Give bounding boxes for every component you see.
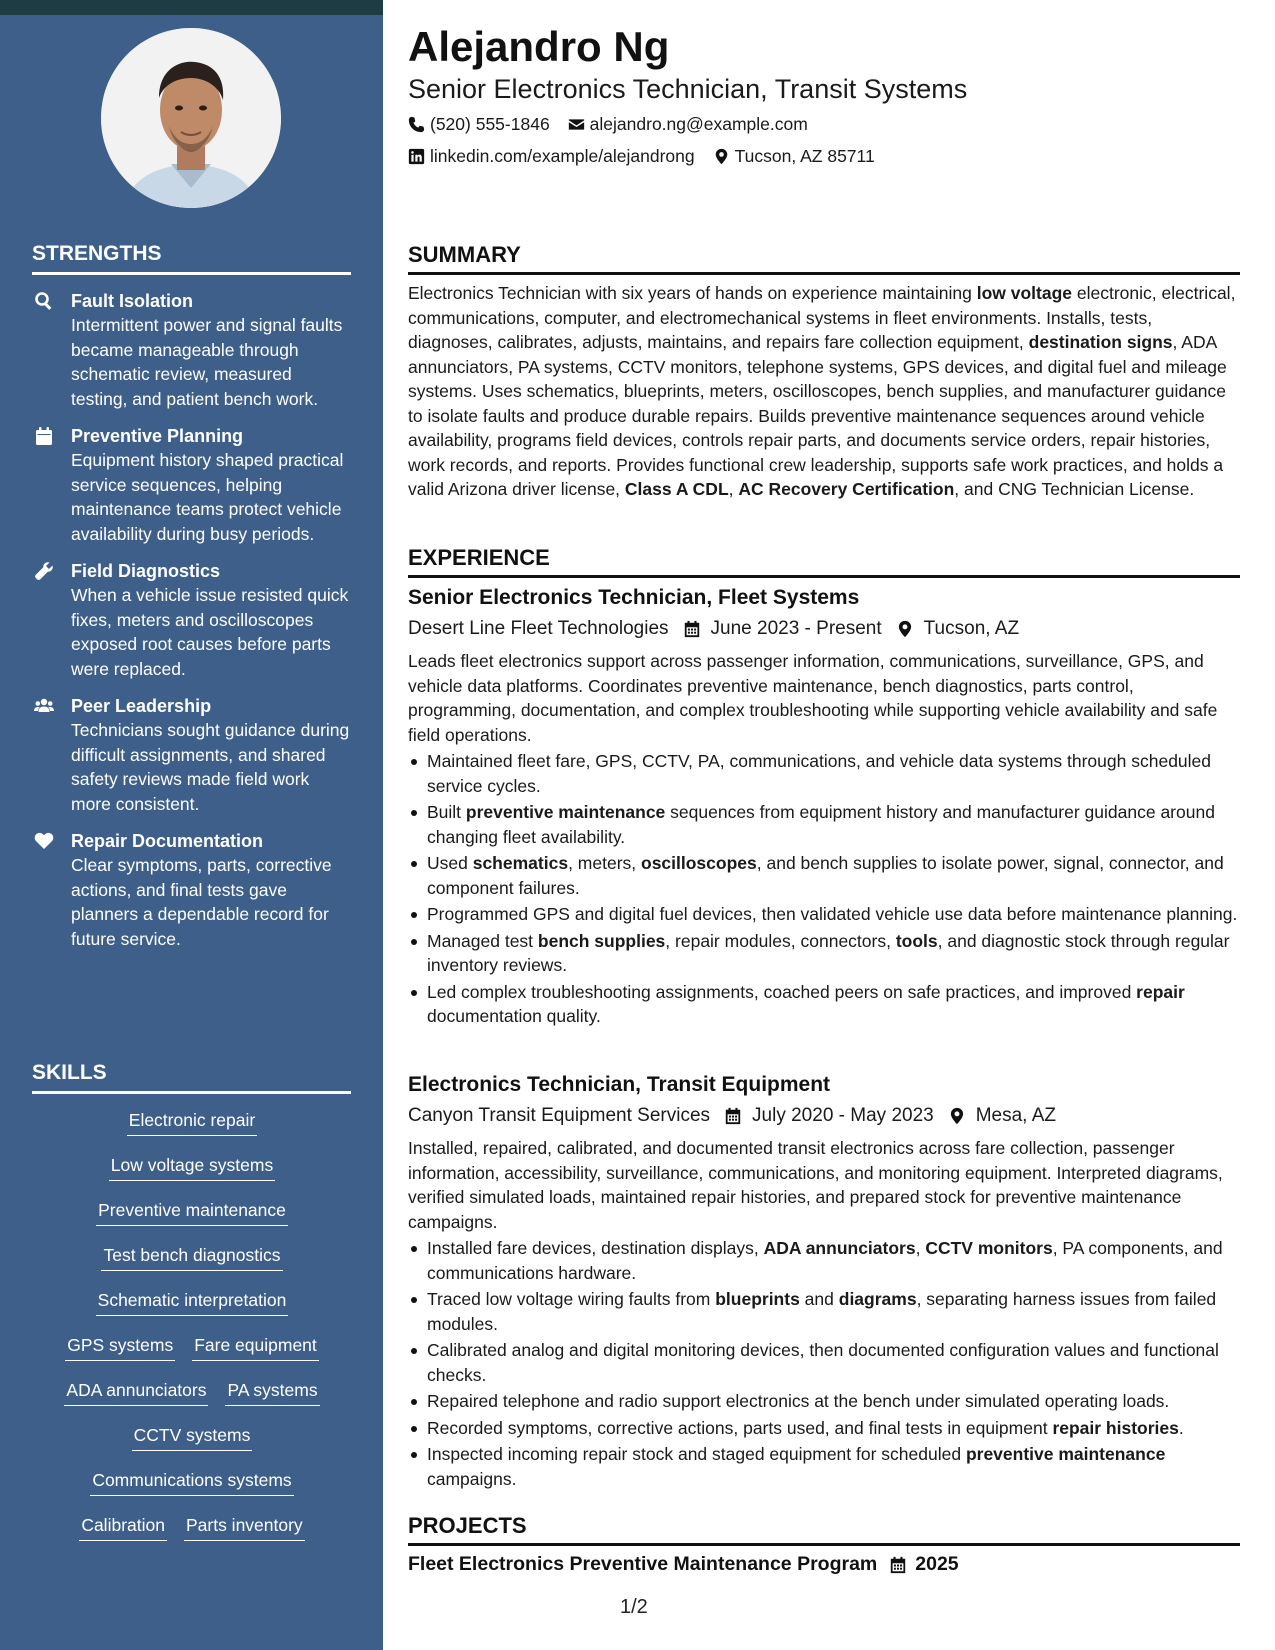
experience-entry [408, 584, 1240, 1031]
bullet-emphasis: oscilloscopes [641, 853, 757, 873]
job-bullets [408, 1236, 1240, 1491]
skill-tag: PA systems [225, 1378, 319, 1406]
job-bullet [408, 749, 1240, 798]
bullet-text: Recorded symptoms, corrective actions, parts used, and final tests in equipment [427, 1417, 1053, 1438]
page-number: 1/2 [620, 1596, 648, 1618]
job-bullet [408, 929, 1240, 978]
strength-item [32, 424, 352, 546]
skill-tag: Parts inventory [184, 1513, 305, 1541]
strengths-list [32, 289, 352, 964]
bullet-text: , separating harness issues from failed modules. [427, 1289, 1217, 1334]
skill-tag: Fare equipment [192, 1333, 319, 1361]
strength-text: Technicians sought guidance during difficult assignments, and shared safety reviews made field work more consistent. [71, 720, 350, 814]
job-meta [408, 1102, 1240, 1130]
bullet-text: . [1178, 1417, 1184, 1438]
phone-text: (520) 555-1846 [430, 114, 550, 134]
bullet-text: , repair modules, connectors, [665, 930, 896, 951]
bullet-text: Programmed GPS and digital fuel devices, then validated vehicle use data before maintenance planning. [427, 904, 1238, 924]
job-title: Senior Electronics Technician, Fleet Systems [408, 586, 860, 609]
skills-row [32, 1468, 352, 1513]
candidate-title: Senior Electronics Technician, Transit Systems [408, 74, 968, 104]
job-location: Mesa, AZ [975, 1105, 1056, 1126]
skills-row [32, 1153, 352, 1198]
linkedin-icon [408, 148, 425, 165]
job-bullet [408, 1338, 1240, 1387]
map-pin-icon [896, 620, 914, 638]
bullet-emphasis: blueprints [715, 1289, 800, 1309]
summary-segment: Electronics Technician with six years of hands on experience maintaining [408, 283, 977, 303]
strength-title: Peer Leadership [71, 696, 212, 716]
bullet-text: Built [427, 802, 466, 822]
bullet-emphasis: repair histories [1052, 1417, 1179, 1438]
location-text: Tucson, AZ 85711 [734, 146, 875, 166]
strength-title: Repair Documentation [71, 831, 264, 851]
bullet-text: Managed test [427, 930, 538, 951]
job-bullet [408, 800, 1240, 849]
bullet-text: , meters, [568, 853, 641, 873]
bullet-text: Calibrated analog and digital monitoring devices, then documented configuration values and functional checks. [427, 1340, 1219, 1385]
bullet-emphasis: bench supplies [537, 930, 666, 951]
contact-line [408, 146, 875, 167]
summary-text [408, 281, 1240, 502]
skill-tag: Test bench diagnostics [101, 1243, 282, 1271]
job-meta [408, 615, 1240, 643]
contact-line [408, 114, 808, 135]
bullet-text: , PA components, and communications hardware. [427, 1238, 1223, 1283]
bullet-text: Installed fare devices, destination displays, [427, 1238, 764, 1258]
skill-tag: Low voltage systems [109, 1153, 275, 1181]
wrench-icon [34, 561, 54, 581]
strength-item [32, 694, 352, 816]
job-bullet [408, 902, 1240, 927]
experience-entry [408, 1071, 1240, 1493]
job-dates: June 2023 - Present [710, 618, 882, 639]
bullet-text: sequences from equipment history and manufacturer guidance around changing fleet availability. [427, 802, 1215, 847]
summary-heading: SUMMARY [408, 242, 1240, 275]
strength-text: Intermittent power and signal faults became manageable through schematic review, measured testing, and patient bench work. [71, 315, 343, 409]
summary-segment: , and CNG Technician License. [954, 479, 1195, 499]
strength-item [32, 829, 352, 951]
job-bullet [408, 1236, 1240, 1285]
strength-title: Field Diagnostics [71, 561, 221, 581]
calendar-icon [34, 426, 54, 446]
map-pin-icon [713, 148, 730, 165]
location-contact [713, 146, 875, 167]
bullet-emphasis: preventive maintenance [965, 1444, 1166, 1464]
users-icon [34, 696, 54, 716]
job-bullet [408, 1442, 1240, 1491]
summary-emphasis: destination signs [1028, 332, 1173, 352]
strength-text: Clear symptoms, parts, corrective actions, and final tests gave planners a dependable record for future service. [71, 855, 332, 949]
summary-segment: , ADA annunciators, PA systems, CCTV monitors, telephone systems, GPS devices, and digital fuel and mileage systems. Uses schematics, blueprints, meters, oscilloscopes, bench supplies, and manufacturer guidance to isolate faults and produce durable repairs. Builds preventive maintenance sequences around vehicle availability, programs field devices, controls repair parts, and documents service orders, repair histories, work records, and reports. Provides functional crew leadership, supports safe work practices, and holds a valid Arizona driver license, [408, 332, 1227, 499]
skill-tag: Preventive maintenance [96, 1198, 288, 1226]
phone-icon [408, 116, 425, 133]
skills-row [32, 1333, 352, 1378]
bullet-text: Used [427, 853, 473, 873]
bullet-emphasis: CCTV monitors [925, 1238, 1053, 1258]
skills-row [32, 1108, 352, 1153]
bullet-text: Led complex troubleshooting assignments, coached peers on safe practices, and improved [427, 981, 1137, 1002]
job-dates: July 2020 - May 2023 [752, 1105, 934, 1126]
skill-tag: ADA annunciators [64, 1378, 208, 1406]
strength-item [32, 289, 352, 411]
projects-heading: PROJECTS [408, 1513, 1240, 1546]
bullet-text: Traced low voltage wiring faults from [427, 1289, 716, 1309]
skill-tag: GPS systems [65, 1333, 175, 1361]
map-pin-icon [948, 1107, 966, 1125]
envelope-icon [568, 116, 585, 133]
job-description: Installed, repaired, calibrated, and documented transit electronics across fare collection, passenger information, accessibility, surveillance, communications, and monitoring equipment. Interpreted diagrams, verified simulated loads, maintained repair histories, and prepared stock for preventive maintenance campaigns. [408, 1138, 1223, 1232]
job-company: Canyon Transit Equipment Services [408, 1105, 711, 1126]
bullet-text: , and diagnostic stock through regular inventory reviews. [427, 930, 1230, 975]
bullet-emphasis: tools [895, 930, 938, 951]
job-bullet [408, 980, 1240, 1029]
bullet-emphasis: diagrams [838, 1289, 917, 1309]
strengths-heading: STRENGTHS [32, 242, 351, 275]
page-top-bar [383, 0, 1275, 15]
skill-tag: Schematic interpretation [96, 1288, 289, 1316]
strength-item [32, 559, 352, 681]
job-bullet [408, 1287, 1240, 1336]
job-location: Tucson, AZ [923, 618, 1020, 639]
skills-heading: SKILLS [32, 1061, 351, 1094]
skills-row [32, 1378, 352, 1423]
bullet-emphasis: schematics [472, 853, 569, 873]
bullet-emphasis: ADA annunciators [763, 1238, 916, 1258]
bullet-text: Maintained fleet fare, GPS, CCTV, PA, communications, and vehicle data systems through scheduled service cycles. [427, 751, 1212, 796]
bullet-text: campaigns. [427, 1468, 517, 1489]
email-text: alejandro.ng@example.com [589, 114, 808, 134]
phone-contact [408, 114, 550, 135]
heart-icon [34, 831, 54, 851]
bullet-emphasis: repair [1136, 981, 1185, 1002]
search-icon [34, 291, 54, 311]
job-bullets [408, 749, 1240, 1029]
strength-title: Fault Isolation [71, 291, 194, 311]
bullet-text: and [799, 1289, 839, 1309]
bullet-text: documentation quality. [427, 1006, 601, 1026]
skills-row [32, 1198, 352, 1243]
candidate-name: Alejandro Ng [408, 23, 670, 70]
strength-text: Equipment history shaped practical service sequences, helping maintenance teams protect vehicle availability during busy periods. [71, 450, 344, 544]
skill-tag: Communications systems [90, 1468, 293, 1496]
job-company: Desert Line Fleet Technologies [408, 618, 669, 639]
skills-row [32, 1423, 352, 1468]
email-contact[interactable] [568, 114, 808, 135]
summary-segment: electronic, electrical, communications, computer, and electromechanical systems in fleet environments. Installs, tests, diagnoses, calibrates, adjusts, maintains, and repairs fare collection equipment, [408, 283, 1236, 352]
linkedin-contact[interactable] [408, 146, 695, 167]
calendar-icon [724, 1107, 742, 1125]
job-bullet [408, 851, 1240, 900]
profile-photo [101, 28, 281, 208]
skills-list [32, 1108, 352, 1558]
skills-row [32, 1243, 352, 1288]
job-title: Electronics Technician, Transit Equipment [408, 1073, 831, 1096]
job-bullet [408, 1389, 1240, 1414]
calendar-icon [889, 1556, 907, 1574]
summary-emphasis: Class A CDL [624, 479, 729, 499]
summary-emphasis: low voltage [976, 283, 1073, 303]
project-entry [408, 1553, 959, 1576]
project-name: Fleet Electronics Preventive Maintenance Program [408, 1553, 878, 1575]
job-description: Leads fleet electronics support across passenger information, communications, surveillance, GPS, and vehicle data platforms. Coordinates preventive maintenance, bench diagnostics, parts control, programming, documentation, and complex troubleshooting while supporting vehicle availability and safe field operations. [408, 651, 1218, 745]
bullet-emphasis: preventive maintenance [465, 802, 666, 822]
bullet-text: , [915, 1238, 926, 1258]
bullet-text: Repaired telephone and radio support electronics at the bench under simulated operating loads. [427, 1391, 1170, 1411]
strength-title: Preventive Planning [71, 426, 244, 446]
sidebar-top-bar [0, 0, 383, 15]
project-year: 2025 [915, 1553, 959, 1575]
strength-text: When a vehicle issue resisted quick fixes, meters and oscilloscopes exposed root causes before parts were replaced. [71, 585, 349, 679]
summary-segment: , [728, 479, 739, 499]
skill-tag: CCTV systems [132, 1423, 253, 1451]
skills-row [32, 1288, 352, 1333]
bullet-text: , and bench supplies to isolate power, signal, connector, and component failures. [427, 853, 1224, 898]
summary-emphasis: AC Recovery Certification [738, 479, 955, 499]
bullet-text: Inspected incoming repair stock and staged equipment for scheduled [427, 1444, 966, 1464]
skills-row [32, 1513, 352, 1558]
skill-tag: Calibration [79, 1513, 167, 1541]
job-bullet [408, 1416, 1240, 1441]
skill-tag: Electronic repair [127, 1108, 257, 1136]
calendar-icon [683, 620, 701, 638]
linkedin-text: linkedin.com/example/alejandrong [430, 146, 695, 166]
experience-heading: EXPERIENCE [408, 545, 1240, 578]
